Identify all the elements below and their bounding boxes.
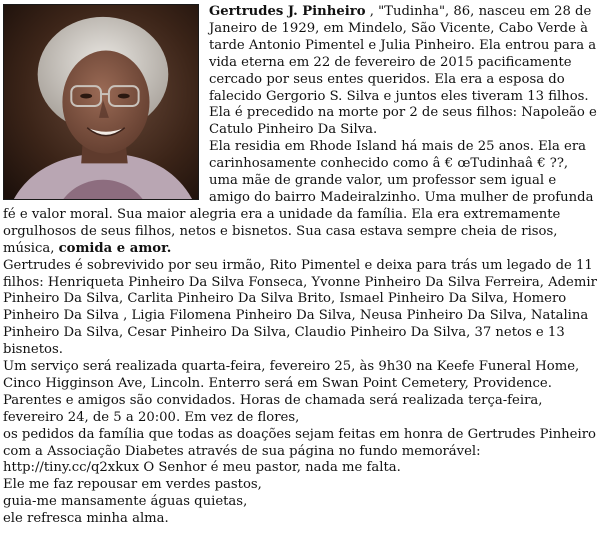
psalm-line: Ele me faz repousar em verdes pastos, [3, 477, 262, 493]
donations-paragraph: os pedidos da família que todas as doações sejam feitas em honra de Gertrudes Pinheiro com a Associação Diabetes através de sua página no fundo memorável: http://tiny.cc/q2xkux O Senhor é meu pastor, nada me falta. [3, 426, 596, 476]
intro-text: , "Tudinha", 86, nasceu em 28 de Janeiro de 1929, em Mindelo, São Vicente, Cabo Verde à tarde Antonio Pimentel e Julia Pinheiro. Ela entrou para a vida eterna em 22 de fevereiro de 2015 pacificamente cercado por seus entes queridos. Ela era a esposa do falecido Gergorio S. Silva e juntos eles tiveram 13 filhos. Ela é precedido na morte por 2 de seus filhos: Napoleão e Catulo Pinheiro Da Silva. [209, 4, 597, 138]
residence-text: Ela residia em Rhode Island há mais de 25 anos. Ela era carinhosamente conhecido como â € œTudinhaâ € ??, uma mãe de grande valor, um professor sem igual e amigo do bairro Madeiralzinho. Uma mulher de profunda fé e valor moral. Sua maior alegria era a unidade da família. Ela era extremamente orgulhosos de seus filhos, netos e bisnetos. Sua casa estava sempre cheia de risos, música, [3, 139, 594, 256]
psalm-line: ele refresca minha alma. [3, 511, 169, 527]
psalm-line: guia-me mansamente águas quietas, [3, 494, 248, 510]
deceased-name: Gertrudes J. Pinheiro [209, 4, 366, 19]
survivors-paragraph: Gertrudes é sobrevivido por seu irmão, Rito Pimentel e deixa para trás um legado de 11 filhos: Henriqueta Pinheiro Da Silva Fonseca, Yvonne Pinheiro Da Silva Ferreira, Ademir Pinheiro Da Silva, Carlita Pinheiro Da Silva Brito, Ismael Pinheiro Da Silva, Homero Pinheiro Da Silva , Ligia Filomena Pinheiro Da Silva, Neusa Pinheiro Da Silva, Natalina Pinheiro Da Silva, Cesar Pinheiro Da Silva, Claudio Pinheiro Da Silva, 37 netos e 13 bisnetos. [3, 257, 597, 358]
portrait-photo [3, 4, 199, 200]
portrait-photo-icon [4, 5, 198, 199]
residence-emphasis: comida e amor. [58, 240, 172, 256]
service-paragraph: Um serviço será realizada quarta-feira, fevereiro 25, às 9h30 na Keefe Funeral Home, Cinco Higginson Ave, Lincoln. Enterro será em Swan Point Cemetery, Providence. Parentes e amigos são convidados. Horas de chamada será realizada terça-feira, fevereiro 24, de 5 a 20:00. Em vez de flores, [3, 359, 580, 425]
